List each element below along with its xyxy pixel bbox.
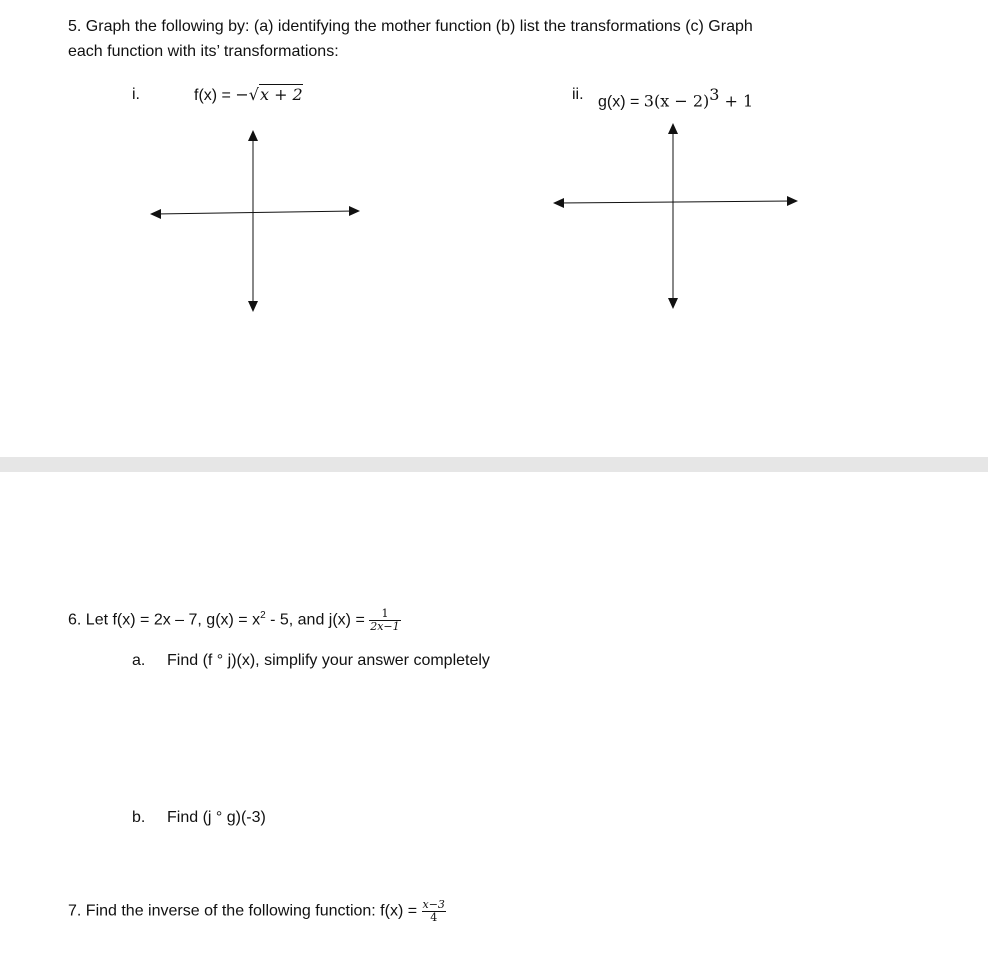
y-axis-up-arrow-icon	[668, 123, 678, 134]
x-axis-line	[558, 201, 793, 203]
q5-part-i-negative: −	[235, 85, 249, 104]
x-axis-right-arrow-icon	[349, 206, 360, 216]
q7-denominator: 4	[422, 911, 446, 924]
x-axis-right-arrow-icon	[787, 196, 798, 206]
q5-part-ii-axes	[548, 118, 808, 313]
x-axis-left-arrow-icon	[150, 209, 161, 219]
q6-b-label: b.	[132, 809, 146, 826]
q6-intro	[68, 604, 401, 633]
q7-numerator: x−3	[422, 898, 445, 911]
q6-j-numerator: 1	[381, 606, 389, 620]
radical-sign: √	[248, 85, 259, 104]
q5-instructions-line2: each function with its’ transformations:	[68, 43, 339, 60]
q6-a-label: a.	[132, 652, 146, 669]
y-axis-down-arrow-icon	[668, 298, 678, 309]
q5-part-i-label: i.	[132, 86, 140, 103]
q5-part-ii-expression: 3(x − 2)	[643, 91, 710, 111]
q6-a-text: Find (f ° j)(x), simplify your answer completely	[167, 652, 490, 669]
x-axis-left-arrow-icon	[553, 198, 564, 208]
y-axis-down-arrow-icon	[248, 301, 258, 312]
x-axis-line	[155, 211, 355, 214]
q5-part-ii-tail: + 1	[719, 91, 754, 111]
q5-part-ii-function	[598, 83, 753, 114]
q6-j-denominator: 2x−1	[370, 619, 400, 633]
q5-part-i-function	[194, 83, 303, 108]
q6-square-exponent: 2	[260, 610, 266, 621]
q5-part-i-lhs: f(x) =	[194, 87, 236, 104]
q5-instructions-line1: 5. Graph the following by: (a) identifying the mother function (b) list the transformations (c) Graph	[68, 18, 753, 35]
q5-part-ii-lhs: g(x) =	[598, 93, 644, 111]
q6-b-text: Find (j ° g)(-3)	[167, 809, 266, 826]
q5-part-i-radicand: x + 2	[259, 85, 303, 104]
q5-part-i-axes	[145, 122, 367, 317]
y-axis-up-arrow-icon	[248, 130, 258, 141]
page-break-gap	[0, 457, 988, 472]
q5-part-ii-label: ii.	[572, 86, 584, 103]
q6-intro-start: 6. Let f(x) = 2x – 7, g(x) = x	[68, 611, 261, 629]
q7-fraction	[422, 899, 446, 924]
q7-text: 7. Find the inverse of the following function: f(x) =	[68, 902, 422, 920]
q7-question	[68, 899, 446, 924]
q6-intro-mid: - 5, and j(x) =	[265, 611, 370, 629]
q5-part-ii-exponent: 3	[709, 85, 720, 104]
q6-j-fraction	[369, 608, 400, 633]
